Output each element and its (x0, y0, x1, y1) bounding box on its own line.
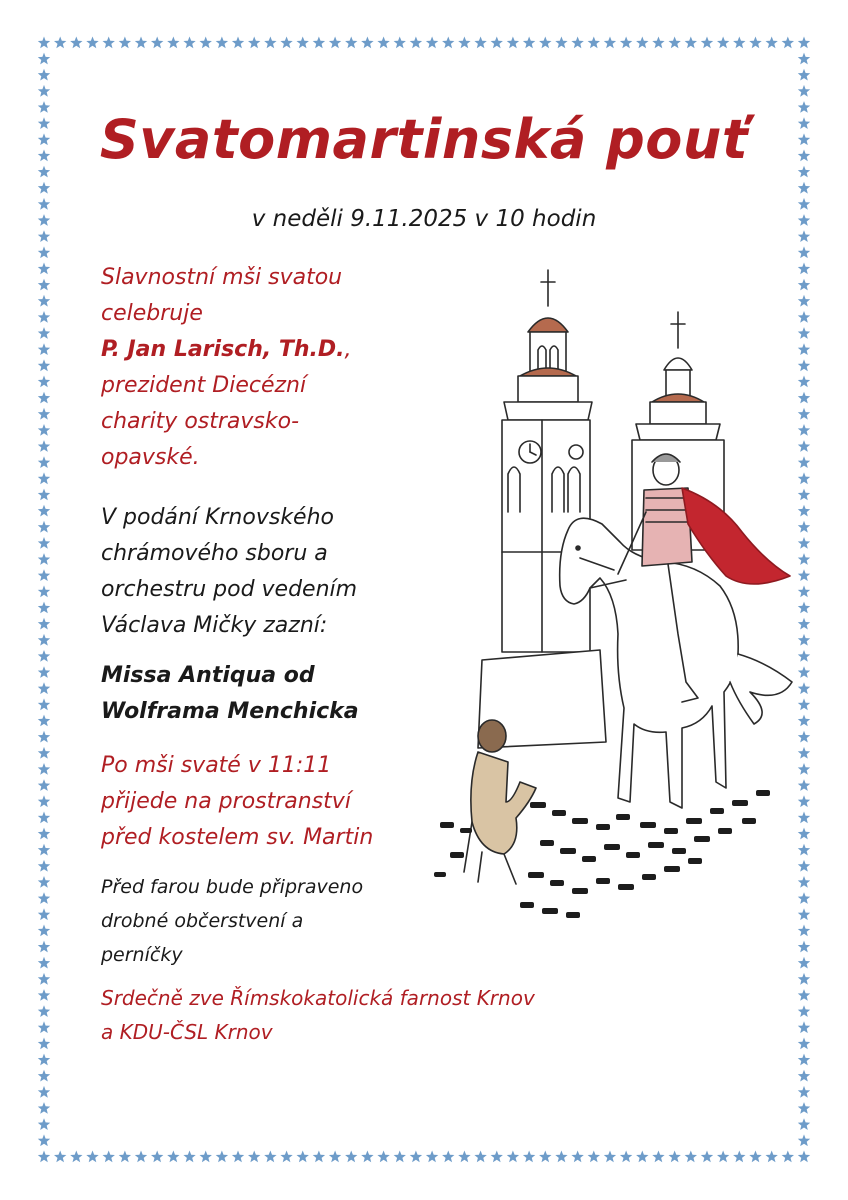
border-star (38, 698, 50, 710)
border-star (38, 1086, 50, 1098)
role-line: charity ostravsko- (101, 409, 300, 434)
border-star (507, 1151, 519, 1163)
border-star (620, 1151, 632, 1163)
after-line: přijede na prostranství (101, 789, 351, 814)
border-star (523, 37, 535, 49)
border-star (442, 37, 454, 49)
border-star (798, 1118, 810, 1130)
border-star (38, 85, 50, 97)
border-star (38, 1134, 50, 1146)
border-star (297, 37, 309, 49)
border-star (38, 876, 50, 888)
border-star (200, 37, 212, 49)
border-star (798, 1054, 810, 1066)
border-star (38, 1151, 50, 1163)
border-star (749, 1151, 761, 1163)
border-star (86, 37, 98, 49)
border-star (38, 263, 50, 275)
border-star (38, 747, 50, 759)
border-star (571, 37, 583, 49)
choir-line: Václava Mičky zazní: (101, 613, 328, 638)
border-star (539, 37, 551, 49)
border-star (329, 37, 341, 49)
border-star (38, 569, 50, 581)
border-star (798, 989, 810, 1001)
border-star (38, 359, 50, 371)
border-star (38, 795, 50, 807)
refreshment-line: drobné občerstvení a (101, 910, 304, 932)
border-star (38, 828, 50, 840)
border-star (38, 860, 50, 872)
border-star (539, 1151, 551, 1163)
border-star (798, 1021, 810, 1033)
choir-paragraph (101, 500, 357, 644)
border-star (38, 989, 50, 1001)
border-star (38, 472, 50, 484)
border-star (685, 37, 697, 49)
border-star (38, 844, 50, 856)
border-star (555, 37, 567, 49)
border-star (733, 1151, 745, 1163)
border-star (38, 392, 50, 404)
border-star (38, 908, 50, 920)
border-star (394, 37, 406, 49)
page-title: Svatomartinská pouť (99, 108, 749, 171)
border-star (38, 666, 50, 678)
border-star (280, 1151, 292, 1163)
role-line: opavské. (101, 445, 200, 470)
border-star (571, 1151, 583, 1163)
border-star (135, 37, 147, 49)
border-star (264, 37, 276, 49)
border-star (701, 1151, 713, 1163)
border-star (313, 1151, 325, 1163)
border-star (297, 1151, 309, 1163)
border-star (54, 37, 66, 49)
border-star (798, 925, 810, 937)
border-star (620, 37, 632, 49)
border-star (361, 1151, 373, 1163)
border-star (38, 715, 50, 727)
border-star (507, 37, 519, 49)
border-star (766, 37, 778, 49)
work-line: Missa Antiqua od (101, 663, 315, 688)
role-line: prezident Diecézní (101, 373, 307, 398)
date-line: v neděli 9.11.2025 v 10 hodin (251, 206, 597, 232)
border-star (798, 1070, 810, 1082)
border-star (798, 182, 810, 194)
refreshment-paragraph (101, 870, 363, 972)
border-star (798, 941, 810, 953)
border-star (782, 37, 794, 49)
border-star (733, 37, 745, 49)
border-star (38, 408, 50, 420)
border-star (264, 1151, 276, 1163)
border-star (766, 1151, 778, 1163)
border-star (38, 731, 50, 743)
border-star (38, 602, 50, 614)
border-star (183, 1151, 195, 1163)
border-star (38, 634, 50, 646)
border-star (248, 37, 260, 49)
border-star (183, 37, 195, 49)
border-star (474, 1151, 486, 1163)
border-star (38, 682, 50, 694)
border-star (798, 1134, 810, 1146)
border-star (38, 440, 50, 452)
border-star (394, 1151, 406, 1163)
border-star (38, 424, 50, 436)
border-star (38, 618, 50, 630)
border-star (216, 1151, 228, 1163)
invitation-paragraph (101, 981, 535, 1049)
border-star (200, 1151, 212, 1163)
border-star (38, 327, 50, 339)
border-star (38, 779, 50, 791)
refreshment-line: Před farou bude připraveno (101, 876, 364, 898)
celebrant-line (101, 332, 352, 368)
border-star (426, 37, 438, 49)
border-star (232, 1151, 244, 1163)
border-star (798, 1102, 810, 1114)
border-star (119, 37, 131, 49)
border-star (749, 37, 761, 49)
border-star (38, 295, 50, 307)
border-star (70, 37, 82, 49)
border-star (216, 37, 228, 49)
border-star (38, 650, 50, 662)
after-line: Po mši svaté v 11:11 (101, 753, 332, 778)
border-star (491, 37, 503, 49)
border-star (38, 311, 50, 323)
border-star (491, 1151, 503, 1163)
border-star (38, 553, 50, 565)
border-star (361, 37, 373, 49)
border-star (458, 1151, 470, 1163)
border-star (38, 941, 50, 953)
refreshment-line: perníčky (101, 944, 183, 966)
border-star (313, 37, 325, 49)
border-star (38, 1038, 50, 1050)
border-star (604, 37, 616, 49)
border-star (652, 1151, 664, 1163)
choir-line: V podání Krnovského (101, 505, 334, 530)
border-star (701, 37, 713, 49)
border-star (798, 1086, 810, 1098)
border-star (38, 973, 50, 985)
border-star (38, 1021, 50, 1033)
border-star (426, 1151, 438, 1163)
border-star (685, 1151, 697, 1163)
after-mass-paragraph (101, 748, 373, 856)
border-star (717, 37, 729, 49)
border-star (151, 37, 163, 49)
border-star (652, 37, 664, 49)
border-star (38, 1118, 50, 1130)
after-line: před kostelem sv. Martin (101, 825, 374, 850)
border-star (555, 1151, 567, 1163)
border-star (38, 279, 50, 291)
border-star (167, 37, 179, 49)
border-star (636, 1151, 648, 1163)
border-star (151, 1151, 163, 1163)
border-star (103, 37, 115, 49)
border-star (38, 957, 50, 969)
border-star (588, 37, 600, 49)
border-star (232, 37, 244, 49)
invite-line: a KDU-ČSL Krnov (101, 1020, 273, 1044)
border-star (798, 85, 810, 97)
border-star (798, 1038, 810, 1050)
border-star (38, 246, 50, 258)
border-star (798, 957, 810, 969)
border-star (167, 1151, 179, 1163)
border-star (38, 521, 50, 533)
border-star (345, 1151, 357, 1163)
border-star (636, 37, 648, 49)
border-star (38, 925, 50, 937)
border-star (38, 1102, 50, 1114)
celebrant-name: P. Jan Larisch, Th.D. (101, 337, 345, 362)
border-star (38, 53, 50, 65)
border-star (38, 69, 50, 81)
border-star (103, 1151, 115, 1163)
border-star (458, 37, 470, 49)
border-star (119, 1151, 131, 1163)
border-star (798, 1005, 810, 1017)
work-title (101, 658, 359, 730)
border-star (377, 1151, 389, 1163)
border-star (70, 1151, 82, 1163)
work-line: Wolframa Menchicka (101, 699, 359, 724)
border-star (474, 37, 486, 49)
border-star (669, 1151, 681, 1163)
border-star (280, 37, 292, 49)
border-star (38, 763, 50, 775)
border-star (54, 1151, 66, 1163)
border-star (798, 1151, 810, 1163)
border-star (38, 1054, 50, 1066)
border-star (38, 585, 50, 597)
border-star (329, 1151, 341, 1163)
border-star (38, 892, 50, 904)
border-star (38, 456, 50, 468)
border-star (135, 1151, 147, 1163)
border-star (38, 505, 50, 517)
border-star (38, 182, 50, 194)
choir-line: orchestru pod vedením (101, 577, 358, 602)
border-star (588, 1151, 600, 1163)
border-star (410, 1151, 422, 1163)
border-star (345, 37, 357, 49)
border-star (38, 1005, 50, 1017)
border-star (798, 246, 810, 258)
border-star (38, 812, 50, 824)
border-star (38, 376, 50, 388)
saint-martin-illustration (420, 262, 810, 922)
mass-line: celebruje (101, 301, 203, 326)
border-star (798, 37, 810, 49)
border-star (86, 1151, 98, 1163)
border-star (377, 37, 389, 49)
border-star (717, 1151, 729, 1163)
celebrant-suffix: , (344, 337, 352, 362)
choir-line: chrámového sboru a (101, 541, 328, 566)
border-star (442, 1151, 454, 1163)
border-star (38, 37, 50, 49)
border-star (38, 489, 50, 501)
border-star (38, 343, 50, 355)
border-star (248, 1151, 260, 1163)
border-star (669, 37, 681, 49)
border-star (38, 1070, 50, 1082)
border-star (782, 1151, 794, 1163)
border-star (410, 37, 422, 49)
border-star (798, 973, 810, 985)
border-star (798, 53, 810, 65)
mass-line: Slavnostní mši svatou (101, 265, 343, 290)
border-star (523, 1151, 535, 1163)
border-star (38, 537, 50, 549)
border-star (798, 69, 810, 81)
border-star (604, 1151, 616, 1163)
mass-paragraph (101, 260, 352, 476)
invite-line: Srdečně zve Římskokatolická farnost Krnov (101, 986, 535, 1010)
